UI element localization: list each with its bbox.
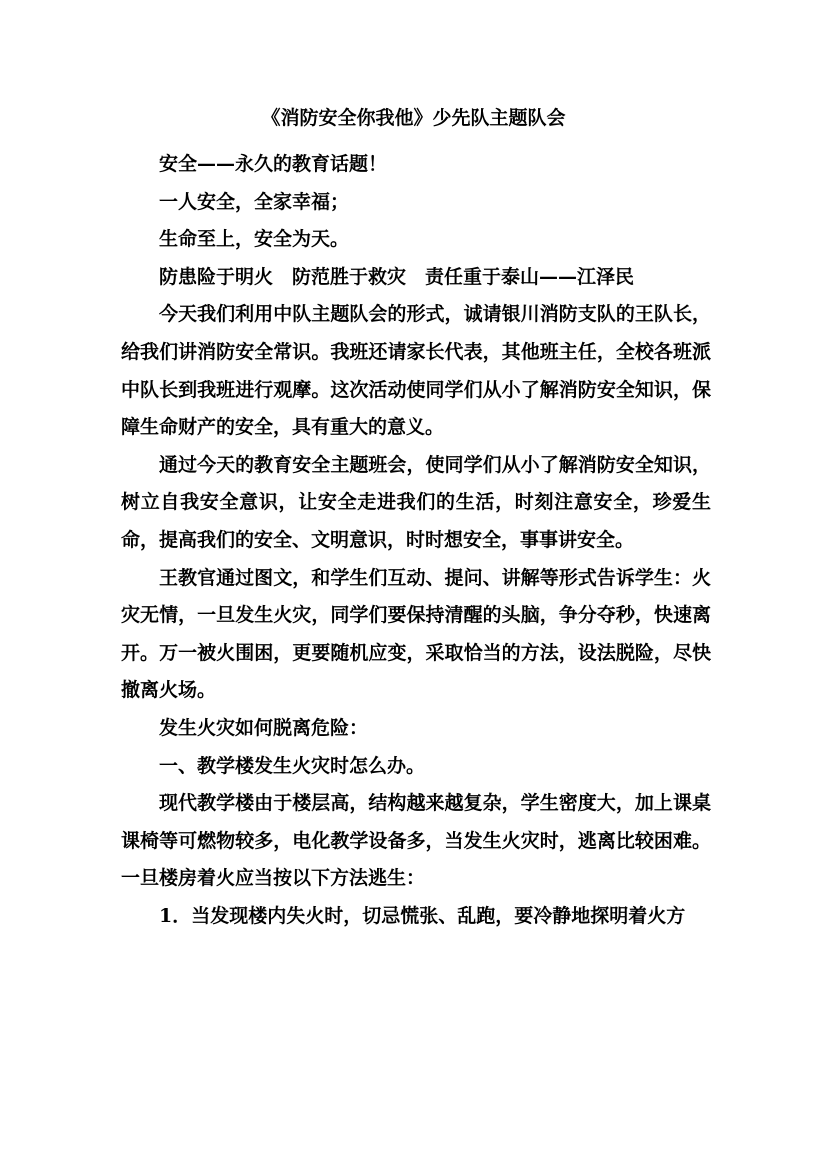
list-item-1: 1．当发现楼内失火时，切忌慌张、乱跑，要冷静地探明着火方 bbox=[159, 904, 686, 927]
document-body bbox=[121, 146, 711, 935]
paragraph-safety-topic: 安全——永久的教育话题！ bbox=[159, 153, 388, 175]
paragraph-quote: 防患险于明火 防范胜于救灾 责任重于泰山——江泽民 bbox=[159, 265, 635, 288]
paragraph-family-happiness: 一人安全，全家幸福； bbox=[159, 190, 350, 213]
document-title: 《消防安全你我他》少先队主题队会 bbox=[261, 107, 566, 129]
paragraph-building-fire: 现代教学楼由于楼层高，结构越来越复杂，学生密度大，加上课桌课椅等可燃物较多，电化教学设备多，当发生火灾时，逃离比较困难。一旦楼房着火应当按以下方法逃生： bbox=[121, 792, 711, 890]
paragraph-introduction: 今天我们利用中队主题队会的形式，诚请银川消防支队的王队长，给我们讲消防安全常识。我班还请家长代表，其他班主任，全校各班派中队长到我班进行观摩。这次活动使同学们从小了解消防安全知识，保障生命财产的安全，具有重大的意义。 bbox=[121, 303, 711, 439]
paragraph-purpose: 通过今天的教育安全主题班会，使同学们从小了解消防安全知识，树立自我安全意识，让安全走进我们的生活，时刻注意安全，珍爱生命，提高我们的安全、文明意识，时时想安全，事事讲安全。 bbox=[121, 453, 711, 551]
paragraph-life-first: 生命至上，安全为天。 bbox=[159, 228, 350, 251]
paragraph-instruction: 王教官通过图文，和学生们互动、提问、讲解等形式告诉学生：火灾无情，一旦发生火灾，同学们要保持清醒的头脑，争分夺秒，快速离开。万一被火围困，更要随机应变，采取恰当的方法，设法脱险，尽快撤离火场。 bbox=[121, 566, 711, 702]
section-heading-1: 一、教学楼发生火灾时怎么办。 bbox=[159, 754, 426, 777]
paragraph-escape-heading: 发生火灾如何脱离危险： bbox=[159, 716, 369, 739]
